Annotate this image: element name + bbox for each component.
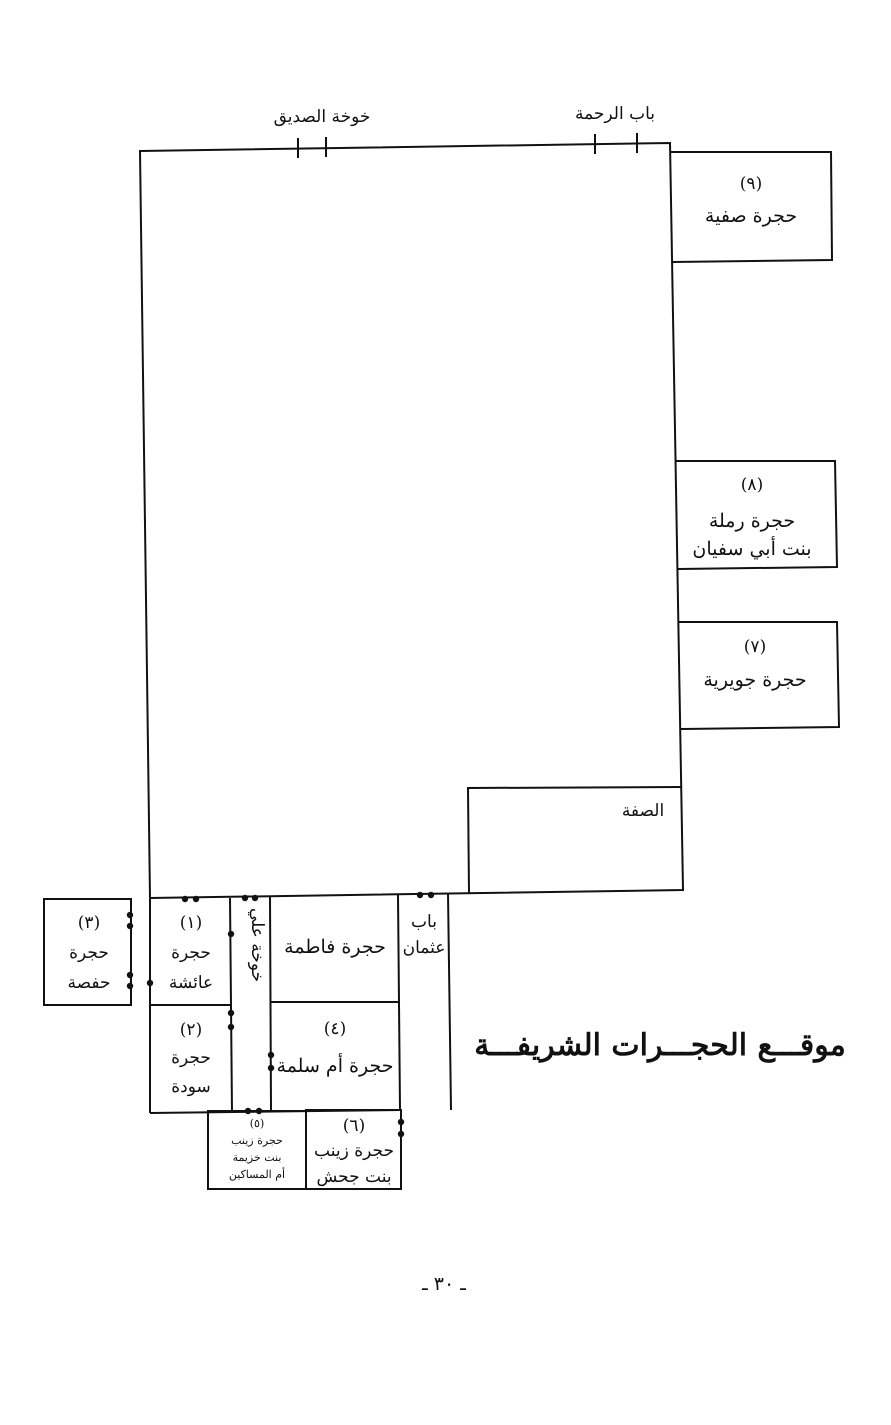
room-2-name-line2: سودة [171, 1077, 211, 1097]
door-dot [193, 896, 199, 902]
room-2-name-line1: حجرة [171, 1048, 211, 1068]
gate-uthman-label-line2: عثمان [402, 938, 446, 958]
room-8-name-line1: حجرة رملة [708, 510, 796, 532]
uthman-gate-wall [448, 893, 451, 1110]
page-number: ـ ٣٠ ـ [422, 1273, 466, 1295]
room-9-number: (٩) [739, 174, 763, 194]
mosque-outline [140, 143, 683, 898]
door-dot [428, 892, 434, 898]
door-dot [242, 895, 248, 901]
room-3-number: (٣) [77, 913, 101, 933]
diagram-title: موقـــع الحجـــرات الشريفـــة [474, 1028, 846, 1063]
room-3-name-line2: حفصة [67, 973, 111, 993]
room-5-name-line2: بنت خزيمة [232, 1151, 282, 1164]
room-1-name-line2: عائشة [168, 973, 214, 993]
room-1-east-wall [230, 898, 232, 1112]
door-dot [127, 923, 133, 929]
door-dot [398, 1119, 404, 1125]
door-dot [252, 895, 258, 901]
door-dot [398, 1131, 404, 1137]
gate-khawkha-label: خوخة الصديق [273, 107, 371, 127]
room-8-number: (٨) [740, 475, 764, 495]
door-dot [228, 931, 234, 937]
passage-east-wall [270, 897, 271, 1111]
room-fatima-name: حجرة فاطمة [284, 936, 386, 958]
room-5-name-line1: حجرة زينب [231, 1134, 283, 1147]
room-6-name-line2: بنت جحش [316, 1167, 392, 1187]
room-3-name-line1: حجرة [69, 943, 109, 963]
door-dot [127, 912, 133, 918]
room-7-number: (٧) [743, 637, 767, 657]
door-dot [245, 1108, 251, 1114]
door-dot [228, 1024, 234, 1030]
room-4-number: (٤) [323, 1019, 347, 1039]
door-dot [256, 1108, 262, 1114]
door-dot [182, 896, 188, 902]
door-dot [228, 1010, 234, 1016]
door-dot [268, 1065, 274, 1071]
room-2-number: (٢) [179, 1020, 203, 1040]
room-7-name: حجرة جويرية [703, 669, 807, 691]
room-5-name-line3: أم المساكين [228, 1168, 286, 1181]
passage-label: خوخة علي [247, 907, 267, 983]
door-markers [127, 892, 434, 1137]
door-dot [417, 892, 423, 898]
door-dot [147, 980, 153, 986]
room-9-name: حجرة صفية [704, 205, 798, 227]
room-8-name-line2: بنت أبي سفيان [692, 538, 812, 560]
door-dot [127, 972, 133, 978]
gate-uthman-label-line1: باب [411, 912, 437, 932]
room-6-name-line1: حجرة زينب [314, 1141, 394, 1161]
door-dot [127, 983, 133, 989]
room-1-name-line1: حجرة [171, 943, 211, 963]
gate-rahma-label: باب الرحمة [574, 104, 656, 124]
room-4-name: حجرة أم سلمة [276, 1055, 394, 1077]
door-dot [268, 1052, 274, 1058]
room-5-number: (٥) [249, 1117, 265, 1130]
room-1-number: (١) [179, 913, 203, 933]
room-4-east-wall [398, 895, 400, 1110]
room-6-number: (٦) [342, 1116, 366, 1136]
suffa-label: الصفة [621, 801, 665, 821]
